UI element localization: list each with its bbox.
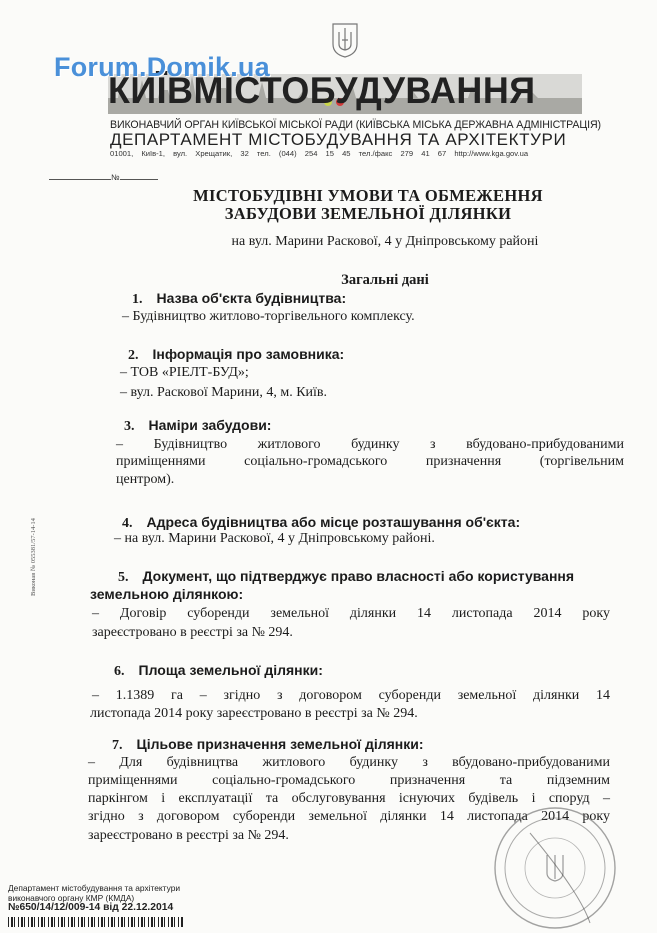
coat-of-arms-icon	[330, 22, 360, 58]
section-7-line: приміщеннями соціально-громадського призначення та підземним	[88, 773, 610, 788]
official-stamp-icon	[490, 803, 620, 933]
section-2-line: – вул. Раскової Марини, 4, м. Київ.	[120, 385, 328, 400]
section-2-line: – ТОВ «РІЕЛТ-БУД»;	[120, 365, 249, 380]
section-5-heading: 5. Документ, що підтверджує право власності або користування	[118, 568, 575, 585]
section-3-line: – Будівництво житлового будинку з вбудовано-прибудованими	[116, 437, 624, 452]
footer-reg-number: №650/14/12/009-14 від 22.12.2014	[8, 902, 174, 913]
section-3-line: приміщеннями соціально-громадського призначення (торгівельним	[116, 454, 624, 469]
section-7-line: паркінгом і експлуатації та обслуговування існуючих будівель і споруд –	[88, 791, 610, 806]
footer-line1: Департамент містобудування та архітектури	[8, 883, 181, 893]
section-4-line: – на вул. Марини Раскової, 4 у Дніпровському районі.	[114, 531, 435, 546]
document-title-line2: ЗАБУДОВИ ЗЕМЕЛЬНОЇ ДІЛЯНКИ	[224, 204, 512, 223]
section-1-heading: 1. Назва об'єкта будівництва:	[132, 290, 347, 307]
section-3-line: центром).	[116, 472, 175, 487]
section-6-line: листопада 2014 року зареєстровано в реєстрі за № 294.	[90, 706, 418, 721]
section-7-heading: 7. Цільове призначення земельної ділянки:	[112, 736, 424, 753]
letterhead-address: 01001, Київ-1, вул. Хрещатик, 32 тел. (044) 254 15 45 тел./факс 279 41 67 http://www.kga.gov.ua	[110, 149, 529, 158]
document-location: на вул. Марини Раскової, 4 у Дніпровському районі	[231, 234, 539, 249]
section-5-line: – Договір суборенди земельної ділянки 14 листопада 2014 року	[92, 606, 610, 621]
section-6-heading: 6. Площа земельної ділянки:	[114, 662, 323, 679]
registration-number-label: №	[111, 173, 120, 182]
footer-barcode	[8, 917, 183, 927]
letterhead-department: ДЕПАРТАМЕНТ МІСТОБУДУВАННЯ ТА АРХІТЕКТУРИ	[110, 130, 567, 149]
general-data-heading: Загальні дані	[341, 272, 429, 288]
section-6-line: – 1.1389 га – згідно з договором суборенди земельної ділянки 14	[92, 688, 610, 703]
section-5-line: зареєстровано в реєстрі за № 294.	[92, 625, 293, 640]
section-7-line: зареєстровано в реєстрі за № 294.	[88, 828, 289, 843]
document-title-line1: МІСТОБУДІВНІ УМОВИ ТА ОБМЕЖЕННЯ	[193, 186, 543, 205]
registration-number-line	[49, 173, 158, 182]
section-2-heading: 2. Інформація про замовника:	[128, 346, 345, 363]
footer-registration	[8, 883, 180, 913]
letterhead-org-line: ВИКОНАВЧИЙ ОРГАН КИЇВСЬКОЇ МІСЬКОЇ РАДИ (КИЇВСЬКА МІСЬКА ДЕРЖАВНА АДМІНІСТРАЦІЯ)	[110, 119, 601, 131]
letterhead-banner-text: КИЇВМІСТОБУДУВАННЯ	[108, 70, 536, 111]
watermark-text: Forum.Domik.ua	[54, 52, 270, 82]
side-vertical-note: Виконав № 055381/57-14-14	[30, 518, 37, 596]
section-4-heading: 4. Адреса будівництва або місце розташування об'єкта:	[122, 514, 521, 531]
footer-line2: виконавчого органу КМР (КМДА)	[8, 893, 135, 903]
section-7-line: – Для будівництва житлового будинку з вбудовано-прибудованими	[88, 755, 610, 770]
section-5-heading-cont: земельною ділянкою:	[90, 586, 244, 602]
section-3-heading: 3. Наміри забудови:	[124, 417, 272, 434]
section-7-line: згідно з договором суборенди земельної ділянки 14 листопада 2014 року	[88, 809, 610, 824]
section-1-line: – Будівництво житлово-торгівельного комплексу.	[122, 309, 415, 324]
